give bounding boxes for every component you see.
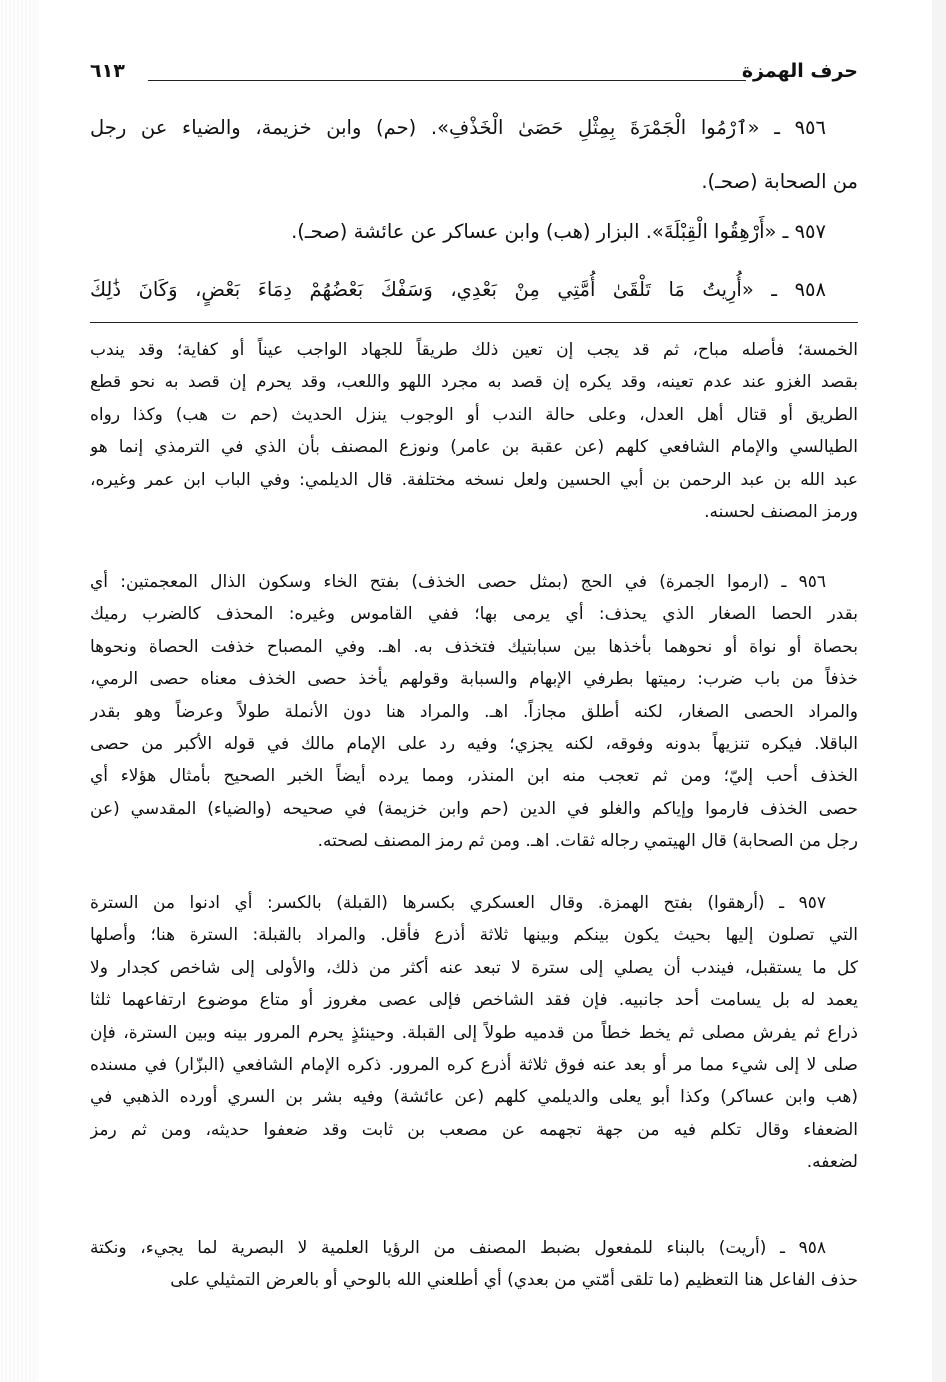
text-line: يعمد له بل يسامت أحد جانبيه. فإن فقد الشاخص فإلى عصى مغروز أو متاع موضوع ارتفاعهما ثلثا bbox=[90, 990, 858, 1011]
text-line: والمراد الحصى الصغار، لكنه أطلق مجازاً. اهـ. والمراد هنا دون الأنملة طولاً وعرضاً وهو بقدر bbox=[90, 701, 858, 722]
scan-edge bbox=[0, 0, 38, 1382]
text-line: صلى لا إلى شيء مما مر أو بعد عنه فوق ثلاثة أذرع كره المرور. ذكره الإمام الشافعي (البزّار) في مسنده bbox=[90, 1054, 858, 1075]
text-line: الخذف أحب إليّ؛ ومن ثم تعجب منه ابن المنذر، ومما يرده أيضاً الخبر الصحيح بأمثال هؤلاء أي bbox=[90, 766, 858, 787]
scan-edge-right bbox=[932, 0, 946, 1382]
hadith-paragraph bbox=[90, 263, 858, 317]
commentary-paragraph bbox=[90, 1232, 858, 1297]
commentary-paragraph bbox=[90, 887, 858, 1179]
text-line: ٩٥٦ ـ «ٱرْمُوا الْجَمْرَةَ بِمِثْلِ حَصَىٰ الْخَذْفِ». (حم) وابن خزيمة، والضياء عن رجل bbox=[90, 116, 826, 139]
text-line: (هب وابن عساكر) وكذا أبو يعلى والديلمي كلهم (عن عائشة) وفيه بشر بن السري أورده الذهبي في bbox=[90, 1087, 858, 1108]
text-line: ورمز المصنف لحسنه. bbox=[704, 501, 858, 522]
text-line: من الصحابة (صحـ). bbox=[701, 170, 858, 193]
hadith-paragraph bbox=[90, 205, 858, 259]
footnote-separator bbox=[90, 322, 858, 323]
text-line: حصى الخذف فارموا وإياكم والغلو في الدين (حم وابن خزيمة) في صحيحه (والضياء) المقدسي (عن bbox=[90, 798, 858, 819]
text-line: بحصاة أو نواة أو نحوهما بأخذها بين سبابتيك فتخذف به. اهـ. وفي المصباح خذفت الحصاة ونحوها bbox=[90, 636, 858, 657]
text-line: الضعفاء وقال تكلم فيه من جهة تجهمه عن مصعب بن ثابت وقد ضعفوا حديثه، ومن ثم رمز bbox=[90, 1119, 858, 1140]
text-line: الطيالسي والإمام الشافعي كلهم (عن عقبة بن عامر) ونوزع المصنف بأن الذي في الترمذي إنما هو bbox=[90, 437, 858, 458]
text-line: الخمسة؛ فأصله مباح، ثم قد يجب إن تعين ذلك طريقاً للجهاد الواجب عيناً أو كفاية؛ وقد يندب bbox=[90, 340, 858, 360]
text-line: ٩٥٧ ـ «أَرْهِقُوا الْقِبْلَةَ». البزار (هب) وابن عساكر عن عائشة (صحـ). bbox=[291, 220, 826, 243]
text-line: ٩٥٧ ـ (أرهقوا) بفتح الهمزة. وقال العسكري بكسرها (القبلة) بالكسر: أي ادنوا من السترة bbox=[90, 893, 826, 913]
commentary-paragraph bbox=[90, 566, 858, 858]
text-line: بقدر الحصا الصغار الذي يحذف: أي يرمى بها؛ ففي القاموس وغيره: المحذف كالضرب رميك bbox=[90, 604, 858, 625]
text-line: حذف الفاعل هنا التعظيم (ما تلقى أمّتي من بعدي) أي أطلعني الله بالوحي أو بالعرض التمثيلي على bbox=[170, 1270, 858, 1291]
header-rule bbox=[148, 80, 746, 81]
text-line: الباقلا. فيكره تنزيهاً بدونه وفوقه، لكنه يجزي؛ وفيه رد على الإمام مالك في قوله الأكبر من حصى bbox=[90, 733, 858, 754]
text-line: خذفاً من باب ضرب: رميتها بطرفي الإبهام والسبابة وقولهم يأخذ حصى الخذف معناه حصى الرمي، bbox=[90, 669, 858, 690]
chapter-title: حرف الهمزة bbox=[741, 60, 858, 82]
text-line: التي تصلون إليها بحيث يكون بينكم وبينها ثلاثة أذرع فأقل. والمراد بالقبلة: السترة هنا؛ وأصلها bbox=[90, 925, 858, 946]
text-line: عبد الله بن عبد الرحمن بن أبي الحسين ولعل نسخه مختلفة. قال الديلمي: وفي الباب ابن عمر وغيره، bbox=[90, 469, 858, 490]
text-line: ذراع ثم يفرش مصلى ثم يخط خطاً من قدميه طولاً إلى القبلة. وحينئذٍ يحرم المرور بينه وبين السترة، فإن bbox=[90, 1022, 858, 1043]
text-line: كل ما يستقبل، فيندب أن يصلي إلى سترة لا تبعد عنه أكثر من ذلك، والأولى إلى شاخص كجدار ولا bbox=[90, 957, 858, 978]
text-line: بقصد الغزو عند عدم تعينه، وقد يكره إن قصد به مجرد اللهو واللعب، وقد يحرم إن قصد به نحو قطع bbox=[90, 372, 858, 393]
commentary-paragraph bbox=[90, 334, 858, 528]
page-number: ٦١٣ bbox=[90, 60, 125, 82]
running-header bbox=[90, 60, 858, 90]
text-line: الطريق أو قتال أهل العدل، وعلى حالة الندب أو الوجوب ينزل الحديث (حم ت هب) وكذا رواه bbox=[90, 404, 858, 425]
text-line: ٩٥٨ ـ (أريت) بالبناء للمفعول بضبط المصنف من الرؤيا العلمية لا البصرية لما يجيء، ونكتة bbox=[90, 1238, 826, 1258]
text-line: لضعفه. bbox=[806, 1152, 858, 1173]
text-line: ٩٥٨ ـ «أُرِيتُ مَا تَلْقَىٰ أُمَّتِي مِنْ بَعْدِي، وَسَفْكَ بَعْضُهُمْ دِمَاءَ بَعْضٍ، وَكَانَ ذَٰلِكَ bbox=[90, 278, 826, 301]
hadith-paragraph bbox=[90, 101, 858, 209]
text-line: ٩٥٦ ـ (ارموا الجمرة) في الحج (بمثل حصى الخذف) بفتح الخاء وسكون الذال المعجمتين: أي bbox=[90, 572, 826, 592]
text-line: رجل من الصحابة) قال الهيتمي رجاله ثقات. اهـ. ومن ثم رمز المصنف لصحته. bbox=[317, 831, 858, 852]
